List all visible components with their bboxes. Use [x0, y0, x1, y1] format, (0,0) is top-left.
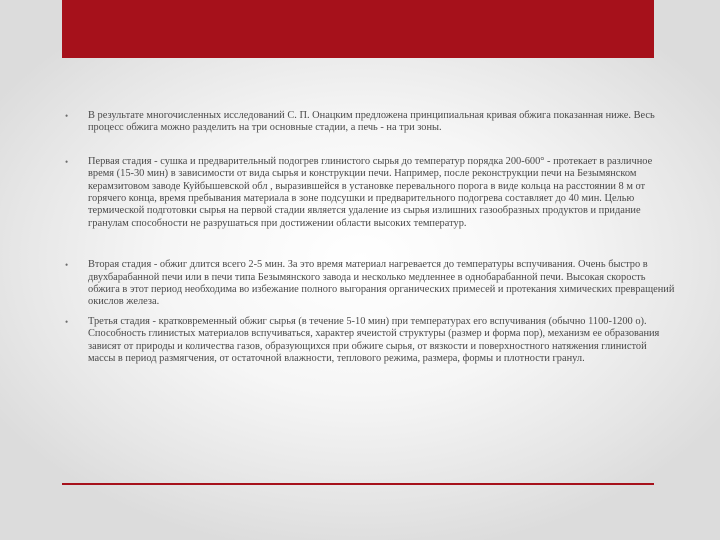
slide-content — [64, 110, 676, 366]
bullet-item-3 — [64, 259, 676, 309]
bullet-item-4 — [64, 316, 676, 366]
bullet-text-1: В результате многочисленных исследований С. П. Онацким предложена принципиальная кривая обжига показанная ниже. Весь процесс обжига можно разделить на три основные стадии, а печь - на три зоны. — [88, 110, 655, 134]
bullet-text-2: Первая стадия - сушка и предварительный подогрев глинистого сырья до температур порядка 200-600° - протекает в различное время (15-30 мин) в зависимости от вида сырья и конструкции печи. Например, после реконструкции печи на Безымянском керамзитовом заводе Куйбышевской обл , выразившейся в установке перевального порога в виде кольца на расстоянии 8 м от горячего конца, время пребывания материала в зоне подсушки и предварительного подогрева составляет до 40 мин. Целью термической подготовки сырья на первой стадии является удаление из сырья излишних газообразных продуктов и придание гранулам способности не разрушаться при достижении области высоких температур. — [88, 155, 653, 229]
top-accent-bar — [62, 0, 654, 58]
bullet-item-2 — [64, 156, 676, 230]
bullet-item-1 — [64, 110, 676, 135]
bullet-icon: • — [65, 316, 69, 327]
bottom-accent-line — [62, 483, 654, 485]
bullet-icon: • — [65, 111, 69, 121]
bullet-text-3: Вторая стадия - обжиг длится всего 2-5 мин. За это время материал нагревается до температуры вспучивания. Очень быстро в двухбарабанной печи или в печи типа Безымянского завода и несколько медленнее в однобарабанной печи. Высокая скорость обжига в этот период необходима во избежание полного выгорания органических примесей и протекания химических превращений окислов железа. — [88, 259, 675, 308]
bullet-icon: • — [65, 260, 69, 271]
bullet-text-4: Третья стадия - кратковременный обжиг сырья (в течение 5-10 мин) при температурах его вспучивания (обычно 1100-1200 о). Способность глинистых материалов вспучиваться, характер ячеистой структуры (размер и форма пор), механизм ее образования зависят от природы и количества газов, образующихся при обжиге сырья, от вязкости и поверхностного натяжения глинистой массы в период размягчения, от остаточной влажности, теплового режима, размера, формы и плотности гранул. — [88, 315, 660, 365]
bullet-icon: • — [65, 156, 69, 167]
